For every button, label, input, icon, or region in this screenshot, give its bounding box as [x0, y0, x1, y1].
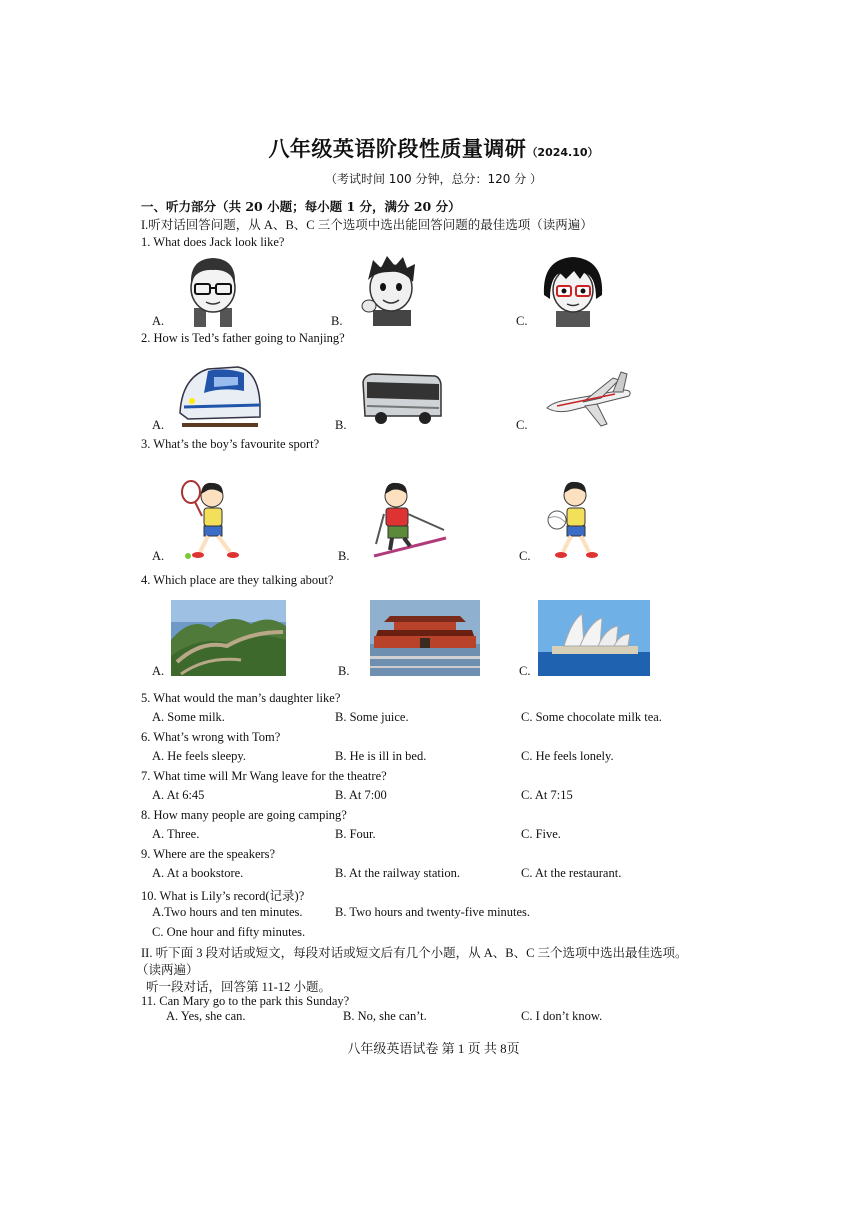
page-title — [0, 133, 867, 163]
question-11: 11. Can Mary go to the park this Sunday? — [141, 994, 350, 1008]
question-9: 9. Where are the speakers? — [141, 847, 276, 861]
option-c: C. One hour and fifty minutes. — [152, 925, 306, 939]
question-1: 1. What does Jack look like? — [141, 235, 285, 249]
question-10: 10. What is Lily’s record(记录)? — [141, 889, 305, 903]
option-a: A.Two hours and ten minutes. — [152, 905, 303, 919]
sydney-opera-house-photo — [538, 600, 650, 676]
option-b: B. He is ill in bed. — [335, 749, 427, 763]
section-instruction: I.听对话回答问题，从 A、B、C 三个选项中选出能回答问题的最佳选项（读两遍） — [141, 218, 593, 232]
option-letter: C. — [516, 314, 528, 328]
option-a: A. Yes, she can. — [166, 1009, 246, 1023]
exam-date: （2024.10） — [526, 146, 599, 159]
boy-with-glasses-icon — [180, 253, 246, 327]
option-c: C. At 7:15 — [521, 788, 573, 802]
bus-icon — [361, 372, 443, 426]
option-a: A. At a bookstore. — [152, 866, 244, 880]
option-b: B. No, she can’t. — [343, 1009, 427, 1023]
exam-title: 八年级英语阶段性质量调研 — [268, 137, 527, 161]
option-a: A. Three. — [152, 827, 200, 841]
option-a: A. He feels sleepy. — [152, 749, 246, 763]
section-instruction: II. 听下面 3 段对话或短文，每段对话或短文后有几个小题，从 A、B、C 三个选项中选出最佳选项。 — [141, 946, 688, 960]
option-b: B. At the railway station. — [335, 866, 460, 880]
option-letter: B. — [338, 664, 350, 678]
option-b: B. At 7:00 — [335, 788, 387, 802]
train-icon — [178, 363, 262, 429]
option-letter: B. — [331, 314, 343, 328]
question-3: 3. What’s the boy’s favourite sport? — [141, 437, 320, 451]
tennis-icon — [178, 478, 244, 562]
option-c: C. I don’t know. — [521, 1009, 603, 1023]
option-letter: B. — [335, 418, 347, 432]
option-letter: A. — [152, 314, 165, 328]
section-heading: 一、听力部分（共 20 小题；每小题 1 分，满分 20 分） — [141, 199, 461, 214]
volleyball-icon — [545, 478, 601, 562]
question-8: 8. How many people are going camping? — [141, 808, 347, 822]
option-letter: A. — [152, 418, 165, 432]
question-2: 2. How is Ted’s father going to Nanjing? — [141, 331, 345, 345]
plane-icon — [543, 368, 635, 432]
option-c: C. He feels lonely. — [521, 749, 614, 763]
great-wall-photo — [171, 600, 286, 676]
option-b: B. Some juice. — [335, 710, 409, 724]
option-a: A. At 6:45 — [152, 788, 205, 802]
section-instruction-note: （读两遍） — [136, 963, 199, 977]
boy-long-hair-glasses-icon — [540, 255, 606, 327]
option-letter: B. — [338, 549, 350, 563]
option-c: C. At the restaurant. — [521, 866, 622, 880]
option-b: B. Two hours and twenty-five minutes. — [335, 905, 531, 919]
option-letter: C. — [516, 418, 528, 432]
option-letter: C. — [519, 549, 531, 563]
question-7: 7. What time will Mr Wang leave for the theatre? — [141, 769, 387, 783]
exam-subtitle: （考试时间 100 分钟，总分：120 分 ） — [324, 172, 543, 186]
question-5: 5. What would the man’s daughter like? — [141, 691, 341, 705]
option-letter: A. — [152, 549, 165, 563]
question-4: 4. Which place are they talking about? — [141, 573, 334, 587]
option-c: C. Some chocolate milk tea. — [521, 710, 662, 724]
page-footer: 八年级英语试卷 第 1 页 共 8页 — [347, 1041, 520, 1056]
question-6: 6. What’s wrong with Tom? — [141, 730, 281, 744]
boy-thinking-icon — [359, 254, 423, 326]
option-c: C. Five. — [521, 827, 561, 841]
skiing-icon — [370, 478, 450, 560]
option-letter: C. — [519, 664, 531, 678]
option-a: A. Some milk. — [152, 710, 225, 724]
option-b: B. Four. — [335, 827, 376, 841]
option-letter: A. — [152, 664, 165, 678]
dialogue-intro: 听一段对话，回答第 11-12 小题。 — [146, 980, 331, 994]
tiananmen-photo — [370, 600, 480, 676]
